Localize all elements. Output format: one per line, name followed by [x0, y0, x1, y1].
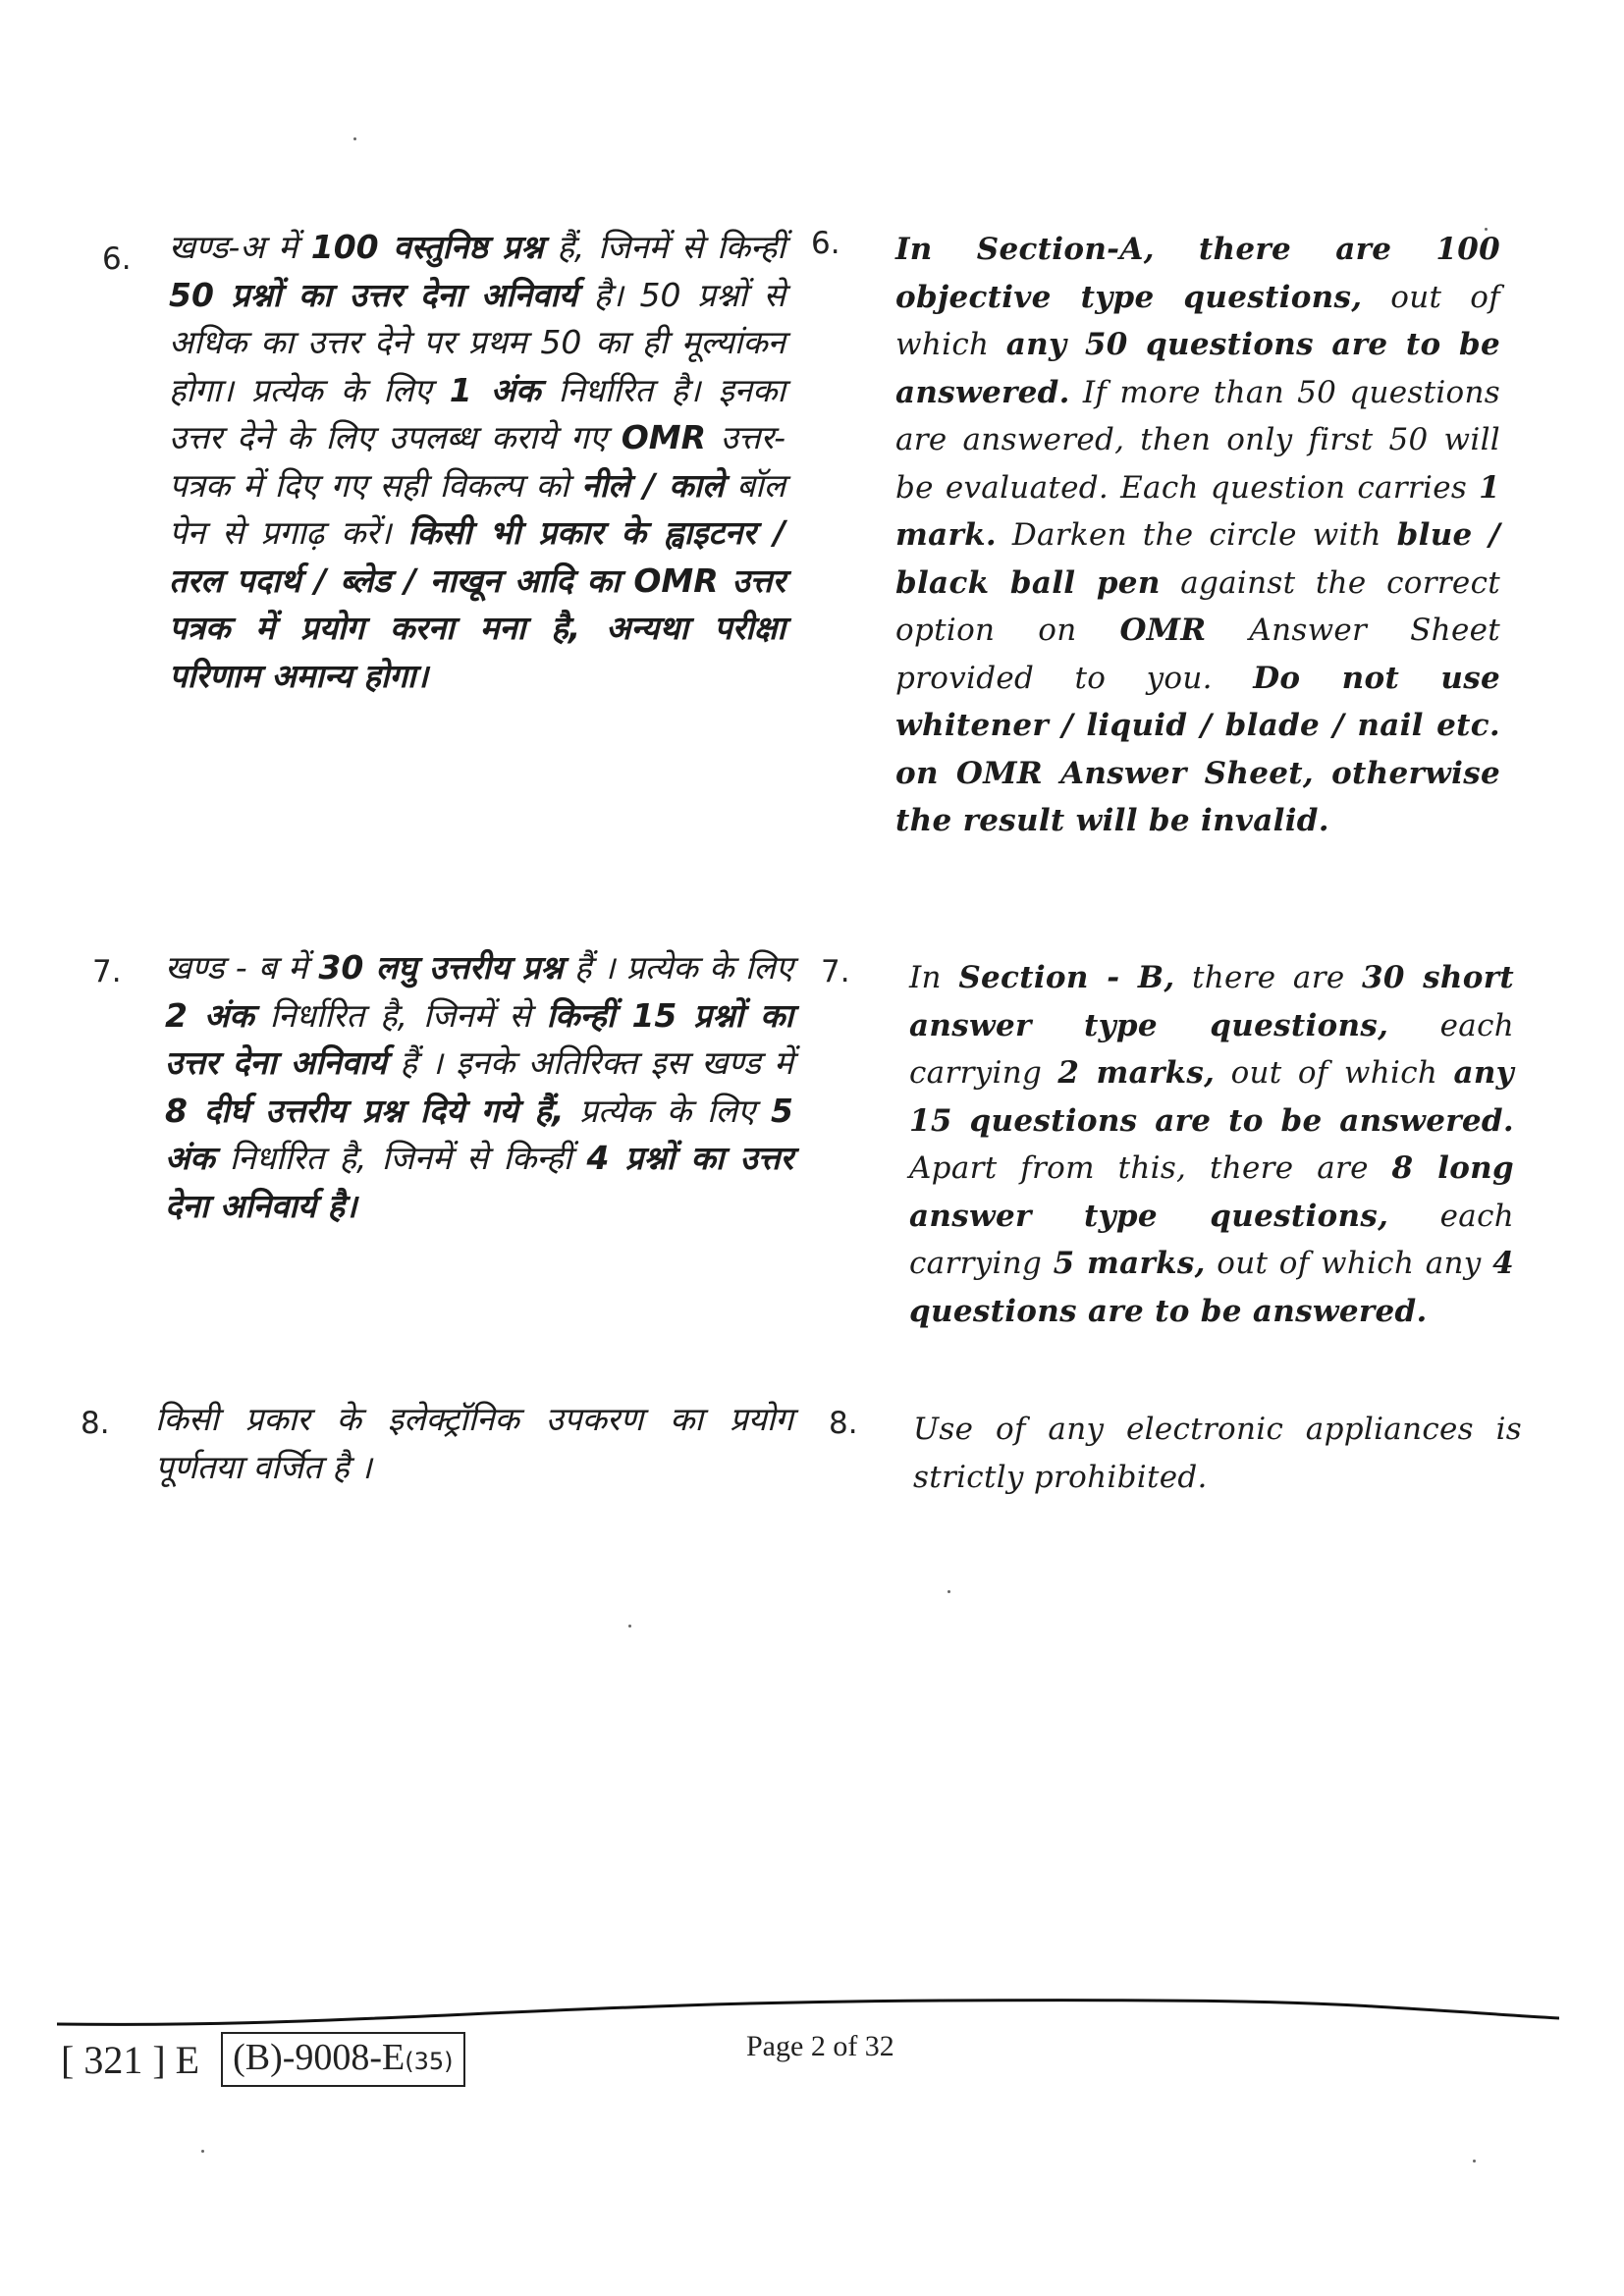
text-run: there are [1154, 232, 1436, 267]
text-run: खण्ड - ब में [165, 948, 319, 987]
text-run: In [895, 232, 977, 267]
item-7-number-en: 7. [821, 954, 850, 989]
text-run: 30 short answer type questions, [909, 960, 1515, 1043]
text-run: If more than 50 questions are answered, then only first 50 will be evaluated. Each question carries [895, 374, 1500, 506]
item-6-number-en: 6. [811, 226, 840, 261]
footer-code [61, 2032, 465, 2087]
text-run: 2 marks, [1057, 1055, 1216, 1091]
text-run: there are [1174, 960, 1362, 995]
text-run: OMR [621, 418, 707, 456]
text-run: Answer Sheet provided to you. [895, 613, 1500, 696]
text-run: Section-A, [976, 232, 1155, 267]
text-run: In [909, 960, 959, 995]
item-7-hindi [165, 944, 793, 1230]
text-run: 4 questions are to be answered. [909, 1246, 1514, 1329]
text-run: 50 प्रश्नों का उत्तर देना अनिवार्य [169, 275, 578, 314]
text-run: उत्तर-पत्रक में दिए गए सही विकल्प को [169, 418, 785, 505]
text-run: each carrying [909, 1007, 1514, 1091]
item-8-number-en: 8. [829, 1406, 858, 1441]
item-8-english [913, 1406, 1522, 1501]
booklet-suffix: (35) [405, 2048, 454, 2075]
text-run: Apart from this, there are [909, 1150, 1392, 1186]
text-run: हैं, जिनमें से किन्हीं [543, 228, 785, 266]
scan-speck [353, 137, 356, 140]
item-6-english [895, 226, 1500, 845]
text-run: 8 दीर्घ उत्तरीय प्रश्न दिये गये हैं, [165, 1091, 565, 1130]
text-run: निर्धारित है, जिनमें से [253, 995, 547, 1035]
text-run: हैं । प्रत्येक के लिए [563, 948, 793, 987]
text-run: किसी भी प्रकार के ह्वाइटनर / तरल पदार्थ / ब्लेड / नाखून आदि का OMR उत्तर पत्रक में प्रयोग करना मना है, अन्यथा परीक्षा परिणाम अमान्य होगा। [169, 513, 785, 695]
text-run: 5 अंक [165, 1091, 793, 1177]
scan-speck [1473, 2160, 1476, 2163]
text-run: Use of any electronic appliances is strictly prohibited. [913, 1412, 1522, 1495]
scan-speck [201, 2150, 204, 2153]
text-run: Section - B, [958, 960, 1175, 995]
text-run: 100 objective type questions, [895, 232, 1500, 315]
text-run: out of which [895, 279, 1500, 362]
text-run: Do not use whitener / liquid / blade / nail etc. on OMR Answer Sheet, otherwise the result will be invalid. [895, 660, 1500, 838]
text-run: खण्ड-अ में [169, 228, 311, 266]
text-run: निर्धारित है। इनका उत्तर देने के लिए उपलब्ध कराये गए [169, 370, 785, 456]
item-6-number-hi: 6. [102, 241, 132, 277]
item-7-number-hi: 7. [92, 954, 122, 989]
text-run: 1 अंक [449, 370, 541, 409]
text-run: 5 marks, [1053, 1246, 1206, 1281]
text-run: है। 50 प्रश्नों से अधिक का उत्तर देने पर प्रथम 50 का ही मूल्यांकन होगा। प्रत्येक के लिए [169, 275, 785, 409]
scan-speck [1485, 228, 1488, 231]
text-run: 2 अंक [165, 995, 254, 1035]
text-run: blue / black ball pen [895, 517, 1500, 601]
text-run: नीले / काले [581, 465, 725, 505]
text-run: 100 वस्तुनिष्ठ प्रश्न [310, 228, 544, 266]
booklet-code-box [221, 2032, 464, 2087]
text-run: निर्धारित है, जिनमें से किन्हीं [214, 1139, 587, 1177]
page-number: Page 2 of 32 [746, 2030, 894, 2062]
text-run: 4 प्रश्नों का उत्तर देना अनिवार्य है। [165, 1139, 794, 1225]
text-run: any 15 questions are to be answered. [909, 1055, 1514, 1139]
booklet-code: (B)-9008-E [233, 2037, 406, 2078]
text-run: 1 mark. [895, 469, 1500, 553]
text-run: OMR [1119, 613, 1207, 648]
text-run: out of which any [1205, 1246, 1493, 1281]
text-run: against the correct option on [895, 564, 1500, 648]
item-8-hindi [155, 1396, 793, 1491]
text-run: Darken the circle with [997, 517, 1397, 553]
item-8-number-hi: 8. [81, 1406, 110, 1441]
text-run: any 50 questions are to be answered. [895, 327, 1500, 410]
text-run: किसी प्रकार के इलेक्ट्रॉनिक उपकरण का प्रयोग पूर्णतया वर्जित है । [155, 1400, 793, 1486]
footer-rule [57, 1993, 1559, 2032]
text-run: हैं । इनके अतिरिक्त इस खण्ड में [386, 1043, 793, 1082]
text-run: 8 long answer type questions, [909, 1150, 1514, 1234]
scan-speck [947, 1590, 950, 1593]
text-run: 30 लघु उत्तरीय प्रश्न [318, 948, 564, 987]
text-run: बॉल पेन से प्रगाढ़ करें। [169, 465, 785, 552]
paper-code: [ 321 ] E [61, 2037, 200, 2082]
text-run: किन्हीं 15 प्रश्नों का उत्तर देना अनिवार्य [165, 995, 793, 1082]
scan-speck [628, 1625, 631, 1628]
text-run: out of which [1215, 1055, 1454, 1091]
item-7-english [909, 954, 1514, 1335]
text-run: each carrying [909, 1198, 1514, 1281]
item-6-hindi [169, 224, 785, 700]
text-run: प्रत्येक के लिए [564, 1091, 772, 1130]
